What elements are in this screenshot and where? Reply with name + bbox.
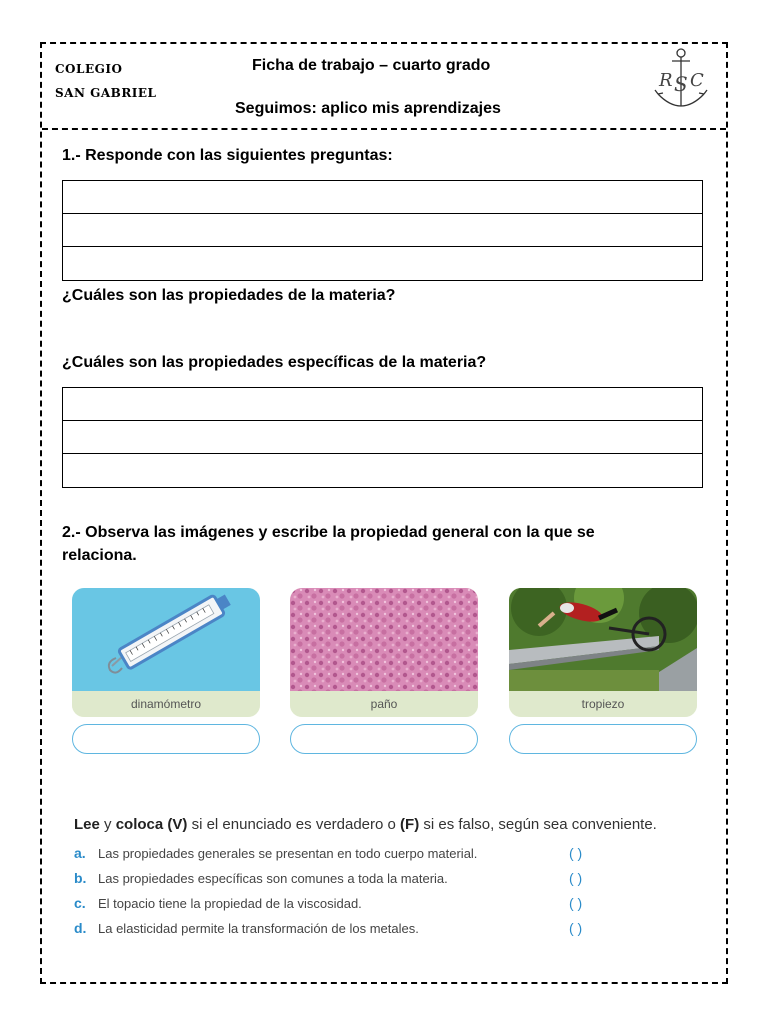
answer-line[interactable] [63, 214, 702, 247]
section2-heading-line1: 2.- Observa las imágenes y escribe la propiedad general con la que se [62, 524, 595, 541]
worksheet-title: Ficha de trabajo – cuarto grado [252, 57, 491, 74]
answer-line[interactable] [63, 421, 702, 454]
answer-line[interactable] [63, 247, 702, 280]
question-1: ¿Cuáles son las propiedades de la materia? [62, 287, 396, 304]
answer-box-1[interactable] [62, 180, 703, 281]
svg-text:R: R [659, 70, 673, 91]
instruction-v: (V) [167, 816, 188, 833]
tf-item-d [74, 920, 419, 936]
instruction-coloca: coloca [115, 816, 164, 833]
answer-line[interactable] [63, 181, 702, 214]
tf-letter: a. [74, 845, 86, 861]
card-caption: paño [290, 691, 478, 717]
tf-text: El topacio tiene la propiedad de la viscosidad. [98, 896, 362, 911]
image-card-cloth [290, 588, 478, 717]
svg-text:C: C [690, 70, 704, 91]
dynamometer-photo-icon [72, 588, 260, 691]
tf-letter: b. [74, 870, 87, 886]
header-divider [42, 128, 726, 130]
school-name-line1: COLEGIO [55, 62, 123, 76]
tf-answer-c[interactable]: ( ) [569, 895, 583, 911]
worksheet-subtitle: Seguimos: aplico mis aprendizajes [235, 100, 501, 117]
anchor-monogram-logo-icon [652, 46, 710, 116]
true-false-instruction [74, 816, 657, 833]
svg-text:S: S [674, 72, 688, 96]
school-name-line2: SAN GABRIEL [55, 86, 157, 100]
tf-item-b [74, 870, 448, 886]
tf-item-a [74, 845, 477, 861]
tf-letter: c. [74, 895, 86, 911]
instruction-mid: si el enunciado es verdadero o [187, 816, 401, 833]
tf-item-c [74, 895, 362, 911]
instruction-end: si es falso, según sea conveniente. [419, 816, 657, 833]
answer-field-trip[interactable] [509, 724, 697, 754]
instruction-f: (F) [400, 816, 420, 833]
cloth-texture-photo-icon [290, 588, 478, 691]
answer-field-dynamometer[interactable] [72, 724, 260, 754]
tf-text: Las propiedades generales se presentan en todo cuerpo material. [98, 846, 478, 861]
answer-field-cloth[interactable] [290, 724, 478, 754]
tf-text: Las propiedades específicas son comunes a toda la materia. [98, 871, 448, 886]
tf-text: La elasticidad permite la transformación de los metales. [98, 921, 419, 936]
image-card-dynamometer [72, 588, 260, 717]
cyclist-crash-photo-icon [509, 588, 697, 691]
tf-answer-d[interactable]: ( ) [569, 920, 583, 936]
card-caption: dinamómetro [72, 691, 260, 717]
tf-answer-b[interactable]: ( ) [569, 870, 583, 886]
instruction-lee: Lee [74, 816, 100, 833]
section2-heading-line2: relaciona. [62, 547, 137, 564]
answer-box-2[interactable] [62, 387, 703, 488]
answer-line[interactable] [63, 388, 702, 421]
instruction-y: y [99, 816, 116, 833]
answer-line[interactable] [63, 454, 702, 487]
section1-heading: 1.- Responde con las siguientes preguntas: [62, 147, 393, 164]
image-card-trip [509, 588, 697, 717]
tf-answer-a[interactable]: ( ) [569, 845, 583, 861]
card-caption: tropiezo [509, 691, 697, 717]
question-2: ¿Cuáles son las propiedades específicas de la materia? [62, 354, 487, 371]
tf-letter: d. [74, 920, 87, 936]
